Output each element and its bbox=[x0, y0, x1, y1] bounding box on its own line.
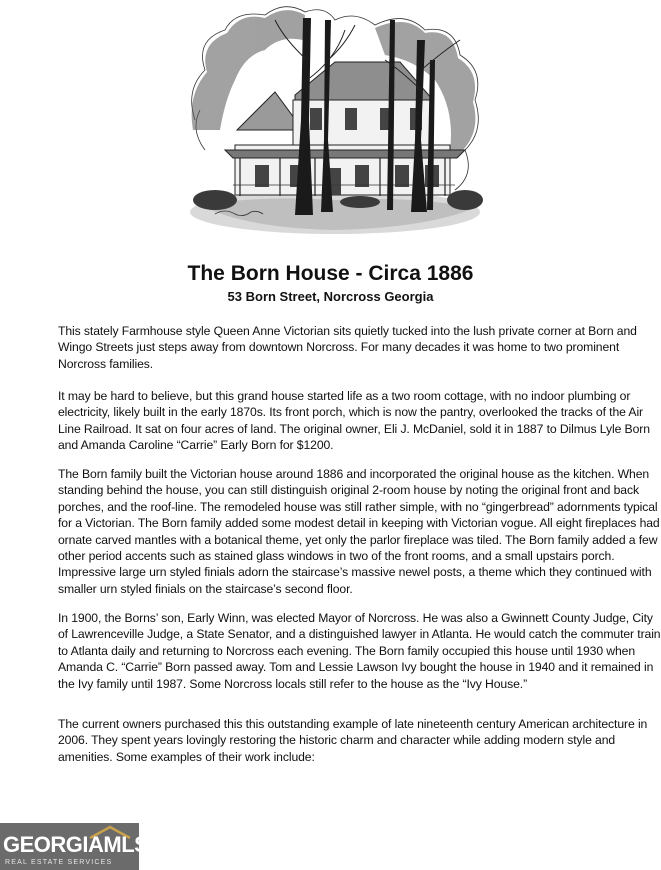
logo-wordmark: GEORGIAMLS bbox=[3, 832, 149, 857]
georgia-mls-logo bbox=[0, 823, 149, 870]
address-subtitle: 53 Born Street, Norcross Georgia bbox=[227, 289, 434, 304]
paragraph-born-family: The Born family built the Victorian house around 1886 and incorporated the original house as the kitchen. When standing behind the house, you can still distinguish original 2-room house by noting the original front and back porches, and the roof-line. The remodeled house was still rather simple, with no “gingerbread” adornments typical for a Victorian. The Born family added some modest detail in keeping with Victorian vogue. All eight fireplaces had ornate carved mantles with a botanical theme, yet only the parlor fireplace was tiled. The Born family added a few other period accents such as stained glass windows in two of the front rooms, and a small upstairs porch. Impressive large urn styled finials adorn the staircase’s massive newel posts, a theme which they continued with smaller urn styled finials on the staircase’s second floor. bbox=[58, 467, 660, 596]
house-sketch-illustration bbox=[185, 0, 485, 245]
paragraph-history: It may be hard to believe, but this grand house started life as a two room cottage, with no indoor plumbing or electricity, likely built in the early 1870s. Its front porch, which is now the pantry, overlooked the tracks of the Air Line Railroad. It sat on four acres of land. The original owner, Eli J. McDaniel, sold it in 1887 to Dilmus Lyle Born and Amanda Caroline “Carrie” Early Born for $1200. bbox=[58, 389, 650, 453]
paragraph-current-owners: The current owners purchased this this outstanding example of late nineteenth century American architecture in 2006. They spent years lovingly restoring the historic charm and character while adding modern style and amenities. Some examples of their work include: bbox=[58, 717, 648, 764]
page-title: The Born House - Circa 1886 bbox=[187, 262, 474, 285]
paragraph-ownership: In 1900, the Borns’ son, Early Winn, was elected Mayor of Norcross. He was also a Gwinnett County Judge, City of Lawrenceville Judge, a State Senator, and a distinguished lawyer in Atlanta. He would catch the commuter train to Atlanta daily and returning to Norcross each evening. The Born family occupied this house until 1930 when Amanda C. “Carrie” Born passed away. Tom and Lessie Lawson Ivy bought the house in 1940 and it remained in the Ivy family until 1987. Some Norcross locals still refer to the house as the “Ivy House.” bbox=[58, 611, 661, 691]
logo-tagline: REAL ESTATE SERVICES bbox=[5, 859, 113, 866]
paragraph-intro: This stately Farmhouse style Queen Anne Victorian sits quietly tucked into the lush private corner at Born and Wingo Streets just steps away from downtown Norcross. For many decades it was home to two prominent Norcross families. bbox=[58, 324, 637, 371]
